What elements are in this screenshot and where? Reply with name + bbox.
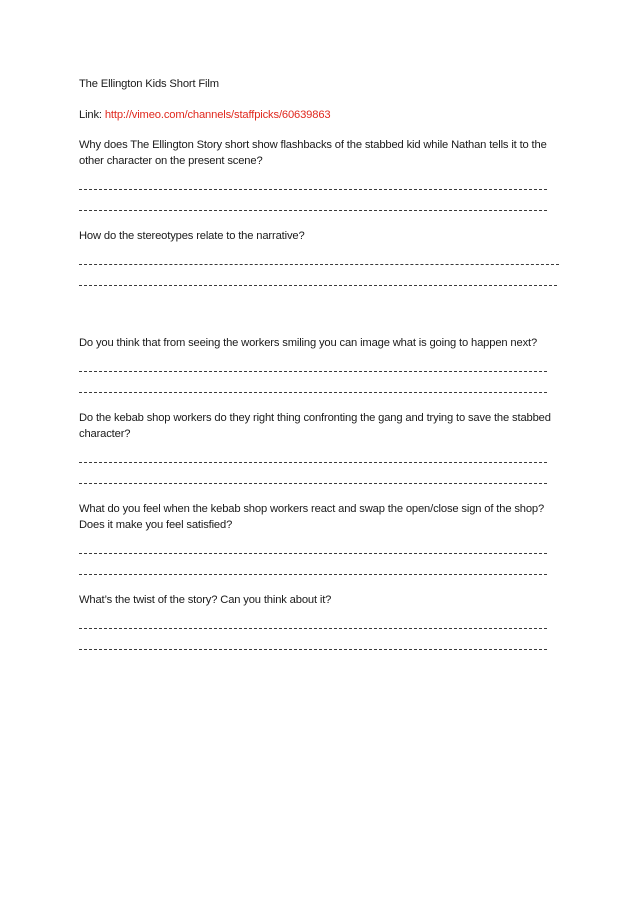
link-line: [79, 107, 559, 123]
question-2: How do the stereotypes relate to the narrative?: [79, 230, 305, 242]
question-6: What’s the twist of the story? Can you think about it?: [79, 594, 332, 606]
question-3: Do you think that from seeing the workers smiling you can image what is going to happen next?: [79, 337, 538, 349]
link-label: Link:: [79, 109, 105, 121]
worksheet-content: [79, 76, 559, 650]
question-5: What do you feel when the kebab shop workers react and swap the open/close sign of the shop? Does it make you feel satisfied?: [79, 503, 545, 531]
question-1: Why does The Ellington Story short show flashbacks of the stabbed kid while Nathan tells it to the other character on the present scene?: [79, 139, 547, 167]
vimeo-link[interactable]: http://vimeo.com/channels/staffpicks/60639863: [104, 109, 331, 121]
document-title: The Ellington Kids Short Film: [79, 78, 219, 90]
answer-line-6b[interactable]: [79, 649, 547, 650]
question-4: Do the kebab shop workers do they right thing confronting the gang and trying to save the stabbed character?: [79, 412, 551, 440]
